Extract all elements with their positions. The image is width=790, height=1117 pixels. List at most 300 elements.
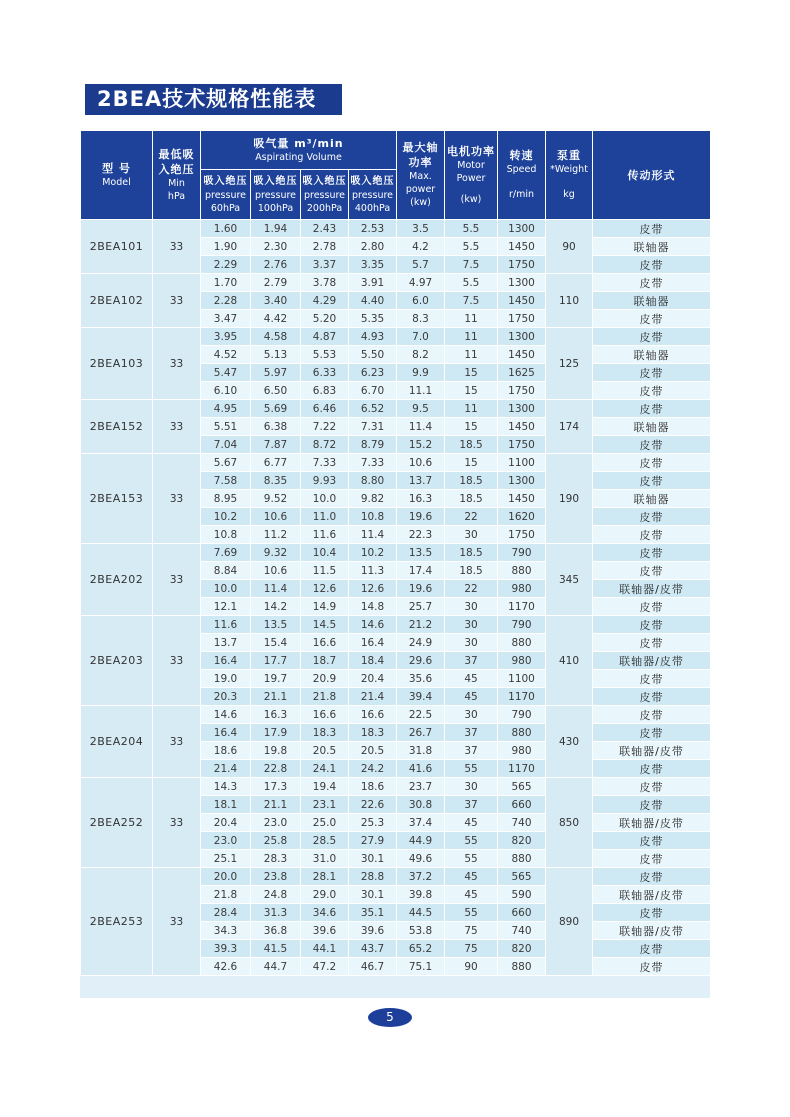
weight-cell: 850 — [546, 778, 593, 868]
value-cell: 29.0 — [301, 886, 349, 904]
min-pressure-cell: 33 — [153, 778, 201, 868]
value-cell: 5.20 — [301, 310, 349, 328]
value-cell: 44.1 — [301, 940, 349, 958]
value-cell: 7.31 — [349, 418, 397, 436]
value-cell: 18.6 — [201, 742, 251, 760]
value-cell: 75 — [445, 922, 498, 940]
min-pressure-cell: 33 — [153, 274, 201, 328]
value-cell: 590 — [498, 886, 546, 904]
weight-cell: 90 — [546, 220, 593, 274]
value-cell: 35.6 — [397, 670, 445, 688]
value-cell: 880 — [498, 562, 546, 580]
value-cell: 1.94 — [251, 220, 301, 238]
value-cell: 65.2 — [397, 940, 445, 958]
transmission-cell: 联轴器/皮带 — [593, 922, 711, 940]
value-cell: 14.2 — [251, 598, 301, 616]
value-cell: 7.58 — [201, 472, 251, 490]
value-cell: 5.53 — [301, 346, 349, 364]
value-cell: 45 — [445, 688, 498, 706]
value-cell: 1300 — [498, 472, 546, 490]
transmission-cell: 皮带 — [593, 616, 711, 634]
value-cell: 16.4 — [201, 724, 251, 742]
value-cell: 2.43 — [301, 220, 349, 238]
transmission-cell: 皮带 — [593, 220, 711, 238]
value-cell: 17.3 — [251, 778, 301, 796]
value-cell: 15.4 — [251, 634, 301, 652]
transmission-cell: 皮带 — [593, 508, 711, 526]
value-cell: 23.1 — [301, 796, 349, 814]
value-cell: 47.2 — [301, 958, 349, 976]
value-cell: 1300 — [498, 274, 546, 292]
header-min-zh1: 最低吸 — [158, 147, 195, 161]
value-cell: 13.5 — [397, 544, 445, 562]
model-cell: 2BEA202 — [81, 544, 153, 616]
value-cell: 20.3 — [201, 688, 251, 706]
transmission-cell: 皮带 — [593, 706, 711, 724]
value-cell: 39.4 — [397, 688, 445, 706]
value-cell: 3.47 — [201, 310, 251, 328]
value-cell: 30.1 — [349, 850, 397, 868]
value-cell: 11 — [445, 346, 498, 364]
header-min-unit: hPa — [167, 190, 186, 202]
header-model — [81, 131, 153, 220]
transmission-cell: 皮带 — [593, 940, 711, 958]
value-cell: 25.8 — [251, 832, 301, 850]
value-cell: 14.9 — [301, 598, 349, 616]
value-cell: 4.97 — [397, 274, 445, 292]
value-cell: 8.80 — [349, 472, 397, 490]
p100-en: pressure — [254, 189, 297, 201]
value-cell: 20.5 — [301, 742, 349, 760]
value-cell: 75 — [445, 940, 498, 958]
value-cell: 18.4 — [349, 652, 397, 670]
value-cell: 7.33 — [301, 454, 349, 472]
value-cell: 19.7 — [251, 670, 301, 688]
p400-unit: 400hPa — [354, 202, 391, 214]
model-cell: 2BEA253 — [81, 868, 153, 976]
header-min-pressure — [153, 131, 201, 220]
spec-row — [81, 400, 711, 418]
value-cell: 15 — [445, 382, 498, 400]
value-cell: 8.79 — [349, 436, 397, 454]
value-cell: 1620 — [498, 508, 546, 526]
header-motor-zh: 电机功率 — [447, 144, 496, 158]
value-cell: 9.5 — [397, 400, 445, 418]
value-cell: 20.9 — [301, 670, 349, 688]
value-cell: 10.0 — [201, 580, 251, 598]
transmission-cell: 联轴器 — [593, 418, 711, 436]
transmission-cell: 联轴器/皮带 — [593, 652, 711, 670]
value-cell: 20.4 — [349, 670, 397, 688]
value-cell: 2.76 — [251, 256, 301, 274]
value-cell: 13.7 — [201, 634, 251, 652]
value-cell: 16.6 — [301, 634, 349, 652]
header-pressure-200 — [301, 170, 349, 220]
spec-row — [81, 328, 711, 346]
value-cell: 25.3 — [349, 814, 397, 832]
value-cell: 21.8 — [301, 688, 349, 706]
transmission-cell: 皮带 — [593, 274, 711, 292]
value-cell: 53.8 — [397, 922, 445, 940]
value-cell: 44.9 — [397, 832, 445, 850]
value-cell: 1100 — [498, 670, 546, 688]
header-transmission-zh: 传动形式 — [627, 168, 676, 182]
value-cell: 5.50 — [349, 346, 397, 364]
value-cell: 1300 — [498, 220, 546, 238]
value-cell: 25.7 — [397, 598, 445, 616]
header-model-en: Model — [102, 177, 131, 188]
value-cell: 1750 — [498, 382, 546, 400]
spec-table-container — [80, 130, 710, 998]
value-cell: 24.2 — [349, 760, 397, 778]
value-cell: 6.77 — [251, 454, 301, 472]
value-cell: 35.1 — [349, 904, 397, 922]
header-model-zh: 型 号 — [102, 162, 131, 175]
value-cell: 4.42 — [251, 310, 301, 328]
page-title: 2BEA技术规格性能表 — [85, 84, 342, 115]
value-cell: 4.87 — [301, 328, 349, 346]
header-weight — [546, 131, 593, 220]
value-cell: 1750 — [498, 256, 546, 274]
value-cell: 10.8 — [201, 526, 251, 544]
value-cell: 19.8 — [251, 742, 301, 760]
p400-zh: 吸入绝压 — [350, 175, 395, 187]
value-cell: 790 — [498, 544, 546, 562]
model-cell: 2BEA203 — [81, 616, 153, 706]
value-cell: 5.47 — [201, 364, 251, 382]
value-cell: 8.95 — [201, 490, 251, 508]
value-cell: 11.0 — [301, 508, 349, 526]
header-max-zh1: 最大轴 — [402, 141, 439, 154]
value-cell: 10.6 — [397, 454, 445, 472]
spec-row — [81, 220, 711, 238]
value-cell: 22.6 — [349, 796, 397, 814]
value-cell: 30 — [445, 634, 498, 652]
value-cell: 4.93 — [349, 328, 397, 346]
value-cell: 9.9 — [397, 364, 445, 382]
value-cell: 2.28 — [201, 292, 251, 310]
p200-zh: 吸入绝压 — [302, 175, 347, 187]
transmission-cell: 皮带 — [593, 760, 711, 778]
p60-en: pressure — [204, 189, 247, 201]
value-cell: 30 — [445, 706, 498, 724]
p100-unit: 100hPa — [257, 202, 294, 214]
value-cell: 46.7 — [349, 958, 397, 976]
value-cell: 28.8 — [349, 868, 397, 886]
value-cell: 5.5 — [445, 220, 498, 238]
value-cell: 980 — [498, 652, 546, 670]
value-cell: 9.52 — [251, 490, 301, 508]
value-cell: 11.4 — [251, 580, 301, 598]
value-cell: 880 — [498, 724, 546, 742]
p60-unit: 60hPa — [210, 202, 241, 214]
value-cell: 11 — [445, 310, 498, 328]
p200-unit: 200hPa — [306, 202, 343, 214]
transmission-cell: 皮带 — [593, 472, 711, 490]
value-cell: 16.6 — [301, 706, 349, 724]
weight-cell: 345 — [546, 544, 593, 616]
value-cell: 24.1 — [301, 760, 349, 778]
value-cell: 16.3 — [397, 490, 445, 508]
value-cell: 2.78 — [301, 238, 349, 256]
value-cell: 790 — [498, 616, 546, 634]
spec-table-header — [81, 131, 711, 220]
value-cell: 880 — [498, 958, 546, 976]
value-cell: 30 — [445, 616, 498, 634]
spec-table-body — [81, 220, 711, 976]
value-cell: 10.8 — [349, 508, 397, 526]
value-cell: 21.4 — [201, 760, 251, 778]
header-speed — [498, 131, 546, 220]
transmission-cell: 皮带 — [593, 850, 711, 868]
value-cell: 22 — [445, 580, 498, 598]
transmission-cell: 联轴器 — [593, 490, 711, 508]
value-cell: 820 — [498, 940, 546, 958]
value-cell: 4.58 — [251, 328, 301, 346]
value-cell: 4.29 — [301, 292, 349, 310]
value-cell: 7.5 — [445, 292, 498, 310]
value-cell: 18.3 — [301, 724, 349, 742]
transmission-cell: 皮带 — [593, 562, 711, 580]
p400-en: pressure — [351, 189, 394, 201]
value-cell: 37 — [445, 742, 498, 760]
transmission-cell: 皮带 — [593, 526, 711, 544]
header-weight-zh: 泵重 — [557, 149, 582, 162]
value-cell: 11.4 — [349, 526, 397, 544]
value-cell: 21.2 — [397, 616, 445, 634]
header-aspirating-volume — [201, 131, 397, 170]
value-cell: 18.1 — [201, 796, 251, 814]
value-cell: 7.69 — [201, 544, 251, 562]
header-aspirating-en: Aspirating Volume — [255, 152, 342, 164]
value-cell: 8.3 — [397, 310, 445, 328]
header-motor-unit: (kw) — [460, 193, 482, 205]
value-cell: 39.8 — [397, 886, 445, 904]
transmission-cell: 皮带 — [593, 310, 711, 328]
value-cell: 7.87 — [251, 436, 301, 454]
value-cell: 18.5 — [445, 472, 498, 490]
value-cell: 90 — [445, 958, 498, 976]
header-min-en: Min — [168, 177, 185, 189]
value-cell: 30 — [445, 598, 498, 616]
value-cell: 44.7 — [251, 958, 301, 976]
value-cell: 49.6 — [397, 850, 445, 868]
value-cell: 37 — [445, 652, 498, 670]
header-pressure-400 — [349, 170, 397, 220]
transmission-cell: 皮带 — [593, 544, 711, 562]
value-cell: 28.1 — [301, 868, 349, 886]
value-cell: 75.1 — [397, 958, 445, 976]
value-cell: 24.9 — [397, 634, 445, 652]
value-cell: 14.3 — [201, 778, 251, 796]
value-cell: 22.5 — [397, 706, 445, 724]
transmission-cell: 皮带 — [593, 958, 711, 976]
value-cell: 41.5 — [251, 940, 301, 958]
value-cell: 16.6 — [349, 706, 397, 724]
value-cell: 23.8 — [251, 868, 301, 886]
header-speed-zh: 转速 — [509, 149, 534, 162]
value-cell: 45 — [445, 886, 498, 904]
value-cell: 1170 — [498, 598, 546, 616]
value-cell: 41.6 — [397, 760, 445, 778]
value-cell: 1100 — [498, 454, 546, 472]
transmission-cell: 皮带 — [593, 382, 711, 400]
value-cell: 7.0 — [397, 328, 445, 346]
value-cell: 5.7 — [397, 256, 445, 274]
value-cell: 3.35 — [349, 256, 397, 274]
header-motor-en2: Power — [456, 172, 486, 184]
transmission-cell: 联轴器 — [593, 238, 711, 256]
model-cell: 2BEA101 — [81, 220, 153, 274]
value-cell: 30.8 — [397, 796, 445, 814]
value-cell: 1450 — [498, 238, 546, 256]
header-max-power — [397, 131, 445, 220]
transmission-cell: 皮带 — [593, 832, 711, 850]
value-cell: 820 — [498, 832, 546, 850]
value-cell: 15.2 — [397, 436, 445, 454]
value-cell: 8.84 — [201, 562, 251, 580]
value-cell: 23.7 — [397, 778, 445, 796]
value-cell: 2.30 — [251, 238, 301, 256]
header-speed-en: Speed — [506, 164, 537, 175]
value-cell: 3.5 — [397, 220, 445, 238]
value-cell: 6.46 — [301, 400, 349, 418]
value-cell: 11.5 — [301, 562, 349, 580]
value-cell: 16.3 — [251, 706, 301, 724]
header-motor-en1: Motor — [457, 159, 485, 171]
header-speed-unit: r/min — [509, 189, 535, 200]
value-cell: 15 — [445, 364, 498, 382]
value-cell: 16.4 — [201, 652, 251, 670]
value-cell: 1750 — [498, 310, 546, 328]
value-cell: 37 — [445, 796, 498, 814]
model-cell: 2BEA152 — [81, 400, 153, 454]
min-pressure-cell: 33 — [153, 616, 201, 706]
header-max-unit: (kw) — [410, 197, 431, 208]
value-cell: 28.5 — [301, 832, 349, 850]
value-cell: 5.69 — [251, 400, 301, 418]
value-cell: 11 — [445, 400, 498, 418]
value-cell: 3.91 — [349, 274, 397, 292]
model-cell: 2BEA204 — [81, 706, 153, 778]
min-pressure-cell: 33 — [153, 544, 201, 616]
spec-table — [80, 130, 711, 976]
value-cell: 11.6 — [201, 616, 251, 634]
value-cell: 6.52 — [349, 400, 397, 418]
value-cell: 19.6 — [397, 508, 445, 526]
value-cell: 7.22 — [301, 418, 349, 436]
transmission-cell: 皮带 — [593, 724, 711, 742]
value-cell: 43.7 — [349, 940, 397, 958]
value-cell: 16.4 — [349, 634, 397, 652]
value-cell: 660 — [498, 796, 546, 814]
value-cell: 740 — [498, 922, 546, 940]
value-cell: 11.1 — [397, 382, 445, 400]
value-cell: 37.2 — [397, 868, 445, 886]
value-cell: 20.0 — [201, 868, 251, 886]
value-cell: 1300 — [498, 400, 546, 418]
spec-row — [81, 274, 711, 292]
min-pressure-cell: 33 — [153, 868, 201, 976]
transmission-cell: 皮带 — [593, 904, 711, 922]
value-cell: 5.97 — [251, 364, 301, 382]
transmission-cell: 联轴器 — [593, 346, 711, 364]
value-cell: 11.6 — [301, 526, 349, 544]
header-weight-unit: kg — [563, 189, 575, 200]
value-cell: 6.38 — [251, 418, 301, 436]
min-pressure-cell: 33 — [153, 328, 201, 400]
value-cell: 565 — [498, 868, 546, 886]
value-cell: 2.79 — [251, 274, 301, 292]
transmission-cell: 皮带 — [593, 400, 711, 418]
weight-cell: 410 — [546, 616, 593, 706]
value-cell: 21.8 — [201, 886, 251, 904]
value-cell: 2.29 — [201, 256, 251, 274]
transmission-cell: 皮带 — [593, 328, 711, 346]
value-cell: 18.5 — [445, 544, 498, 562]
value-cell: 6.10 — [201, 382, 251, 400]
value-cell: 18.6 — [349, 778, 397, 796]
value-cell: 26.7 — [397, 724, 445, 742]
transmission-cell: 皮带 — [593, 670, 711, 688]
transmission-cell: 联轴器 — [593, 292, 711, 310]
value-cell: 55 — [445, 850, 498, 868]
value-cell: 15 — [445, 454, 498, 472]
value-cell: 25.0 — [301, 814, 349, 832]
value-cell: 21.1 — [251, 796, 301, 814]
model-cell: 2BEA252 — [81, 778, 153, 868]
header-motor-power — [445, 131, 498, 220]
value-cell: 45 — [445, 670, 498, 688]
model-cell: 2BEA102 — [81, 274, 153, 328]
value-cell: 1750 — [498, 526, 546, 544]
value-cell: 11.2 — [251, 526, 301, 544]
value-cell: 10.6 — [251, 508, 301, 526]
value-cell: 1450 — [498, 490, 546, 508]
value-cell: 7.33 — [349, 454, 397, 472]
transmission-cell: 皮带 — [593, 778, 711, 796]
header-max-zh2: 功率 — [408, 156, 433, 169]
value-cell: 1.70 — [201, 274, 251, 292]
value-cell: 19.0 — [201, 670, 251, 688]
spec-row — [81, 778, 711, 796]
value-cell: 17.7 — [251, 652, 301, 670]
value-cell: 10.4 — [301, 544, 349, 562]
value-cell: 5.5 — [445, 274, 498, 292]
p200-en: pressure — [303, 189, 346, 201]
value-cell: 24.8 — [251, 886, 301, 904]
value-cell: 1750 — [498, 436, 546, 454]
header-aspirating-zh: 吸气量 m³/min — [253, 137, 344, 151]
value-cell: 45 — [445, 814, 498, 832]
value-cell: 10.2 — [349, 544, 397, 562]
value-cell: 9.32 — [251, 544, 301, 562]
value-cell: 44.5 — [397, 904, 445, 922]
value-cell: 740 — [498, 814, 546, 832]
value-cell: 11.4 — [397, 418, 445, 436]
value-cell: 3.78 — [301, 274, 349, 292]
value-cell: 1.90 — [201, 238, 251, 256]
value-cell: 31.0 — [301, 850, 349, 868]
transmission-cell: 皮带 — [593, 868, 711, 886]
value-cell: 6.50 — [251, 382, 301, 400]
value-cell: 4.52 — [201, 346, 251, 364]
value-cell: 39.3 — [201, 940, 251, 958]
transmission-cell: 皮带 — [593, 688, 711, 706]
transmission-cell: 皮带 — [593, 454, 711, 472]
weight-cell: 110 — [546, 274, 593, 328]
value-cell: 2.80 — [349, 238, 397, 256]
